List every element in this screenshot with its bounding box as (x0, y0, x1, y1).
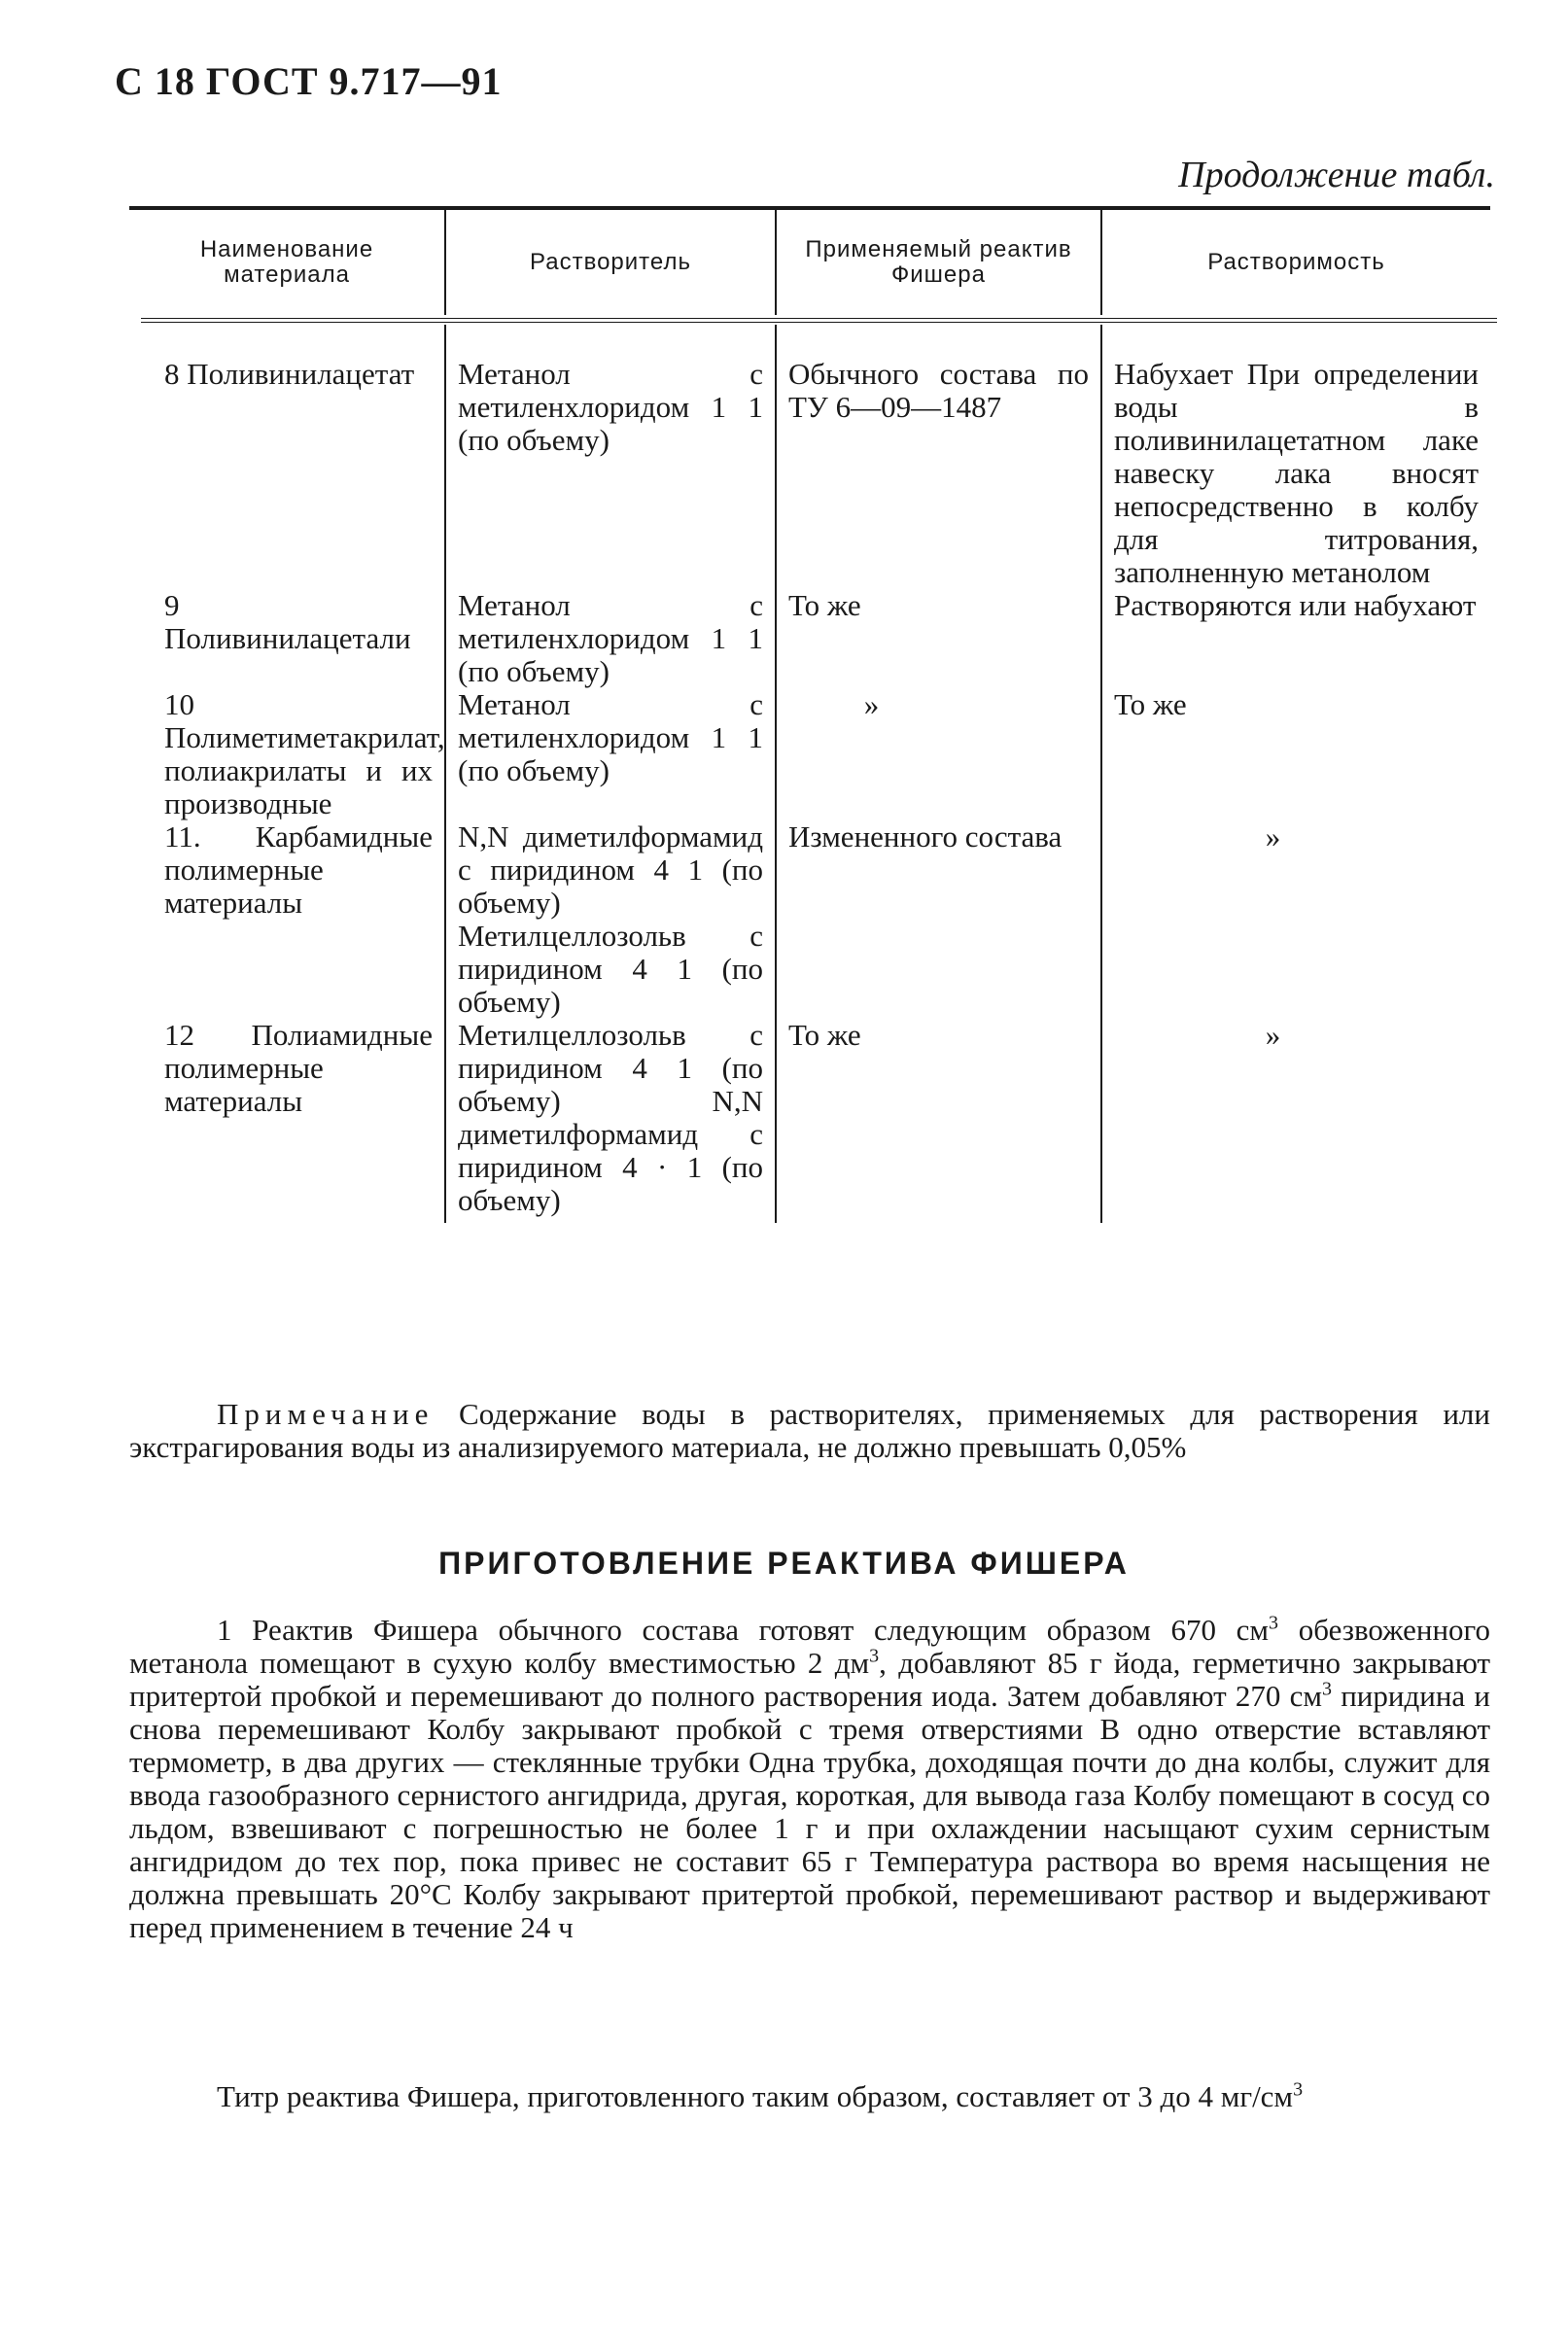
cell-reagent: Измененного состава (776, 820, 1101, 1019)
note-text: Содержание воды в растворителях, применяемых для растворения или экстрагирования воды из анализируемого материала, не должно превышать 0,05% (129, 1397, 1490, 1464)
table-row (129, 325, 1490, 589)
table-continuation-label: Продолжение табл. (1178, 155, 1495, 195)
cell-solvent: Метанол с метиленхлоридом 1 1 (по объему) (445, 688, 776, 820)
cell-solubility: Набухает При определении воды в поливинилацетатном лаке навеску лака вносят непосредственно в колбу для титрования, заполненную метанолом (1101, 325, 1490, 589)
cell-material: 8 Поливинилацетат (164, 357, 415, 391)
superscript: 3 (1321, 1678, 1332, 1700)
table-row (129, 1019, 1490, 1223)
table-row (129, 589, 1490, 688)
cell-material: 9 Поливинилацетали (164, 588, 411, 655)
table-row (129, 688, 1490, 820)
p1-part-b: обезвоженного метанола помещают в сухую колбу вместимостью 2 дм (129, 1613, 1490, 1680)
cell-material: 12 Полиамидные полимерные материалы (164, 1018, 433, 1118)
column-header-solubility: Растворимость (1101, 210, 1490, 315)
table (129, 210, 1490, 1223)
column-header-solvent: Растворитель (445, 210, 776, 315)
cell-reagent: То же (776, 1019, 1101, 1223)
paragraph-preparation (129, 1614, 1490, 1944)
table-row (129, 820, 1490, 1019)
cell-solvent: N,N диметилформамид с пиридином 4 1 (по объему) Метилцеллозольв с пиридином 4 1 (по объему) (445, 820, 776, 1019)
column-header-material: Наименование материала (199, 236, 374, 288)
cell-reagent: То же (776, 589, 1101, 688)
paragraph-titer (129, 2080, 1490, 2113)
solubility-table (129, 206, 1490, 1223)
cell-solvent: Метанол с метиленхлоридом 1 1 (по объему) (445, 325, 776, 589)
cell-reagent: Обычного состава по ТУ 6—09—1487 (776, 325, 1101, 589)
cell-reagent: » (776, 688, 1101, 820)
p1-part-c: , добавляют 85 г йода, герметично закрывают притертой пробкой и перемешивают до полного растворения иода. Затем добавляют 270 см (129, 1646, 1490, 1713)
section-title: ПРИГОТОВЛЕНИЕ РЕАКТИВА ФИШЕРА (438, 1546, 1130, 1581)
superscript: 3 (869, 1645, 880, 1667)
superscript: 3 (1269, 1612, 1279, 1634)
p2-text: Титр реактива Фишера, приготовленного таким образом, составляет от 3 до 4 мг/см (217, 2079, 1294, 2113)
cell-solvent: Метанол с метиленхлоридом 1 1 (по объему) (445, 589, 776, 688)
superscript: 3 (1293, 2078, 1304, 2101)
cell-solubility: » (1101, 820, 1490, 1019)
table-note (129, 1398, 1490, 1464)
cell-material: 10 Полиметиметакрилат, полиакрилаты и их производные (164, 687, 445, 820)
cell-solubility: Растворяются или набухают (1101, 589, 1490, 688)
p1-part-d: пиридина и снова перемешивают Колбу закрывают пробкой с тремя отверстиями В одно отверстие вставляют термометр, в два других — стеклянные трубки Одна трубка, доходящая почти до дна колбы, служит для ввода газообразного сернистого ангидрида, другая, короткая, для вывода газа Колбу помещают в сосуд со льдом, взвешивают с погрешностью не более 1 г и при охлаждении насыщают сухим сернистым ангидридом до тех пор, пока привес не составит 65 г Температура раствора во время насыщения не должна превышать 20°С Колбу закрывают притертой пробкой, перемешивают раствор и выдерживают перед применением в течение 24 ч (129, 1679, 1490, 1944)
column-header-reagent: Применяемый реактив Фишера (776, 210, 1101, 315)
cell-solubility: То же (1101, 688, 1490, 820)
header-rule (141, 318, 1497, 323)
cell-solubility: » (1101, 1019, 1490, 1223)
cell-material: 11. Карбамидные полимерные материалы (164, 819, 433, 920)
table-header-row (129, 210, 1490, 315)
cell-solvent: Метилцеллозольв с пиридином 4 1 (по объему) N,N диметилформамид с пиридином 4 · 1 (по объему) (445, 1019, 776, 1223)
page-header: С 18 ГОСТ 9.717—91 (115, 59, 503, 103)
p1-part-a: 1 Реактив Фишера обычного состава готовят следующим образом 670 см (217, 1613, 1270, 1647)
note-label: Примечание (217, 1397, 435, 1431)
